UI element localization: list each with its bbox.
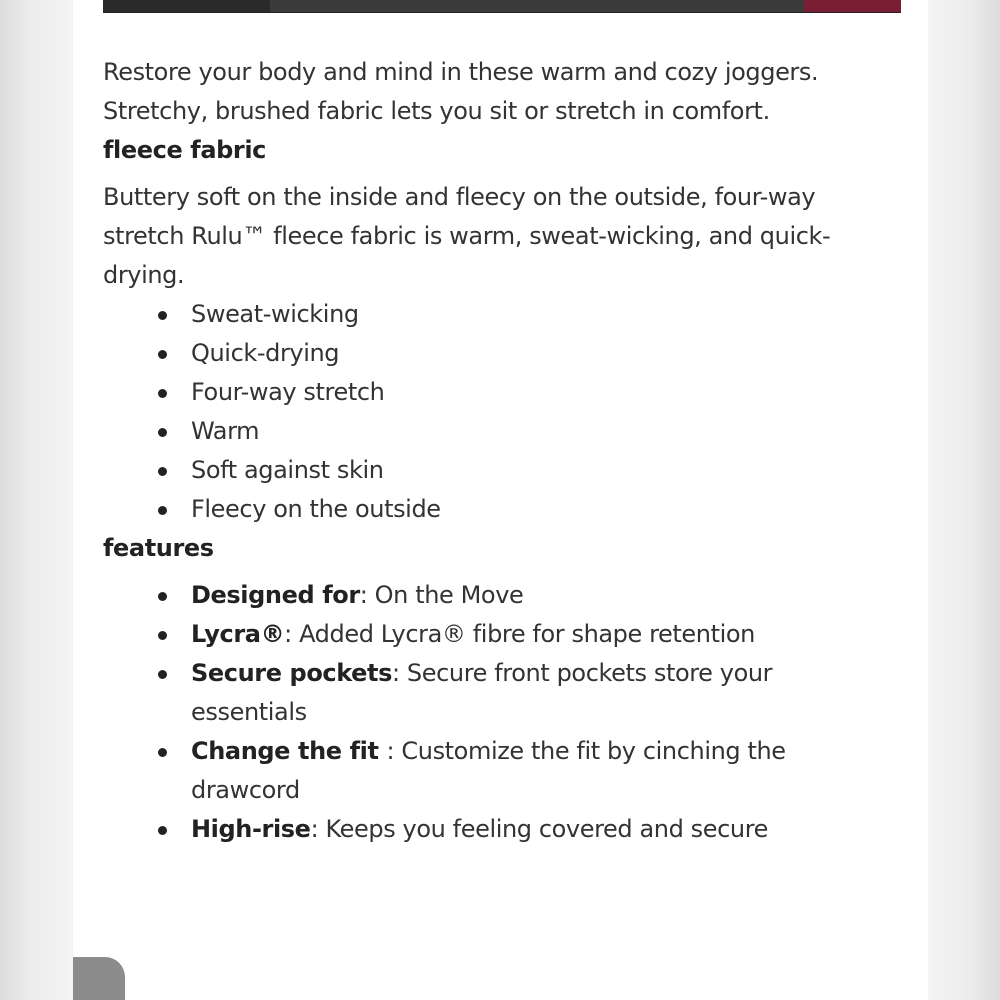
feature-text: : On the Move xyxy=(359,581,524,609)
fleece-benefits-list xyxy=(103,295,893,529)
swatch-burgundy[interactable] xyxy=(804,0,901,12)
feature-item xyxy=(103,732,893,810)
feature-text: : Customize the fit by cinching the drawcord xyxy=(191,737,786,804)
feature-title: Lycra® xyxy=(191,620,285,648)
feature-item xyxy=(103,810,893,849)
feature-title: High-rise xyxy=(191,815,311,843)
corner-handle[interactable] xyxy=(73,957,125,1000)
feature-title: Change the fit xyxy=(191,737,387,765)
description-content xyxy=(103,53,893,849)
list-item: Fleecy on the outside xyxy=(103,490,893,529)
feature-text: : Keeps you feeling covered and secure xyxy=(310,815,769,843)
product-description-card xyxy=(73,0,928,1000)
list-item: Sweat-wicking xyxy=(103,295,893,334)
fleece-fabric-description: Buttery soft on the inside and fleecy on the outside, four-way stretch Rulu™ fleece fabric is warm, sweat-wicking, and quick-drying. xyxy=(103,183,831,289)
list-item: Warm xyxy=(103,412,893,451)
features-heading: features xyxy=(103,534,214,562)
list-item: Four-way stretch xyxy=(103,373,893,412)
feature-text: : Added Lycra® fibre for shape retention xyxy=(284,620,755,648)
list-item: Soft against skin xyxy=(103,451,893,490)
color-swatch-bar xyxy=(103,0,901,13)
swatch-charcoal[interactable] xyxy=(270,0,804,12)
feature-item xyxy=(103,615,893,654)
feature-item xyxy=(103,576,893,615)
feature-text: : Secure front pockets store your essentials xyxy=(191,659,773,726)
feature-title: Designed for xyxy=(191,581,360,609)
fleece-fabric-heading: fleece fabric xyxy=(103,136,266,164)
feature-title: Secure pockets xyxy=(191,659,392,687)
list-item: Quick-drying xyxy=(103,334,893,373)
features-list xyxy=(103,576,893,849)
feature-item xyxy=(103,654,893,732)
swatch-dark[interactable] xyxy=(103,0,270,12)
intro-paragraph: Restore your body and mind in these warm and cozy joggers. Stretchy, brushed fabric lets you sit or stretch in comfort. xyxy=(103,58,819,125)
